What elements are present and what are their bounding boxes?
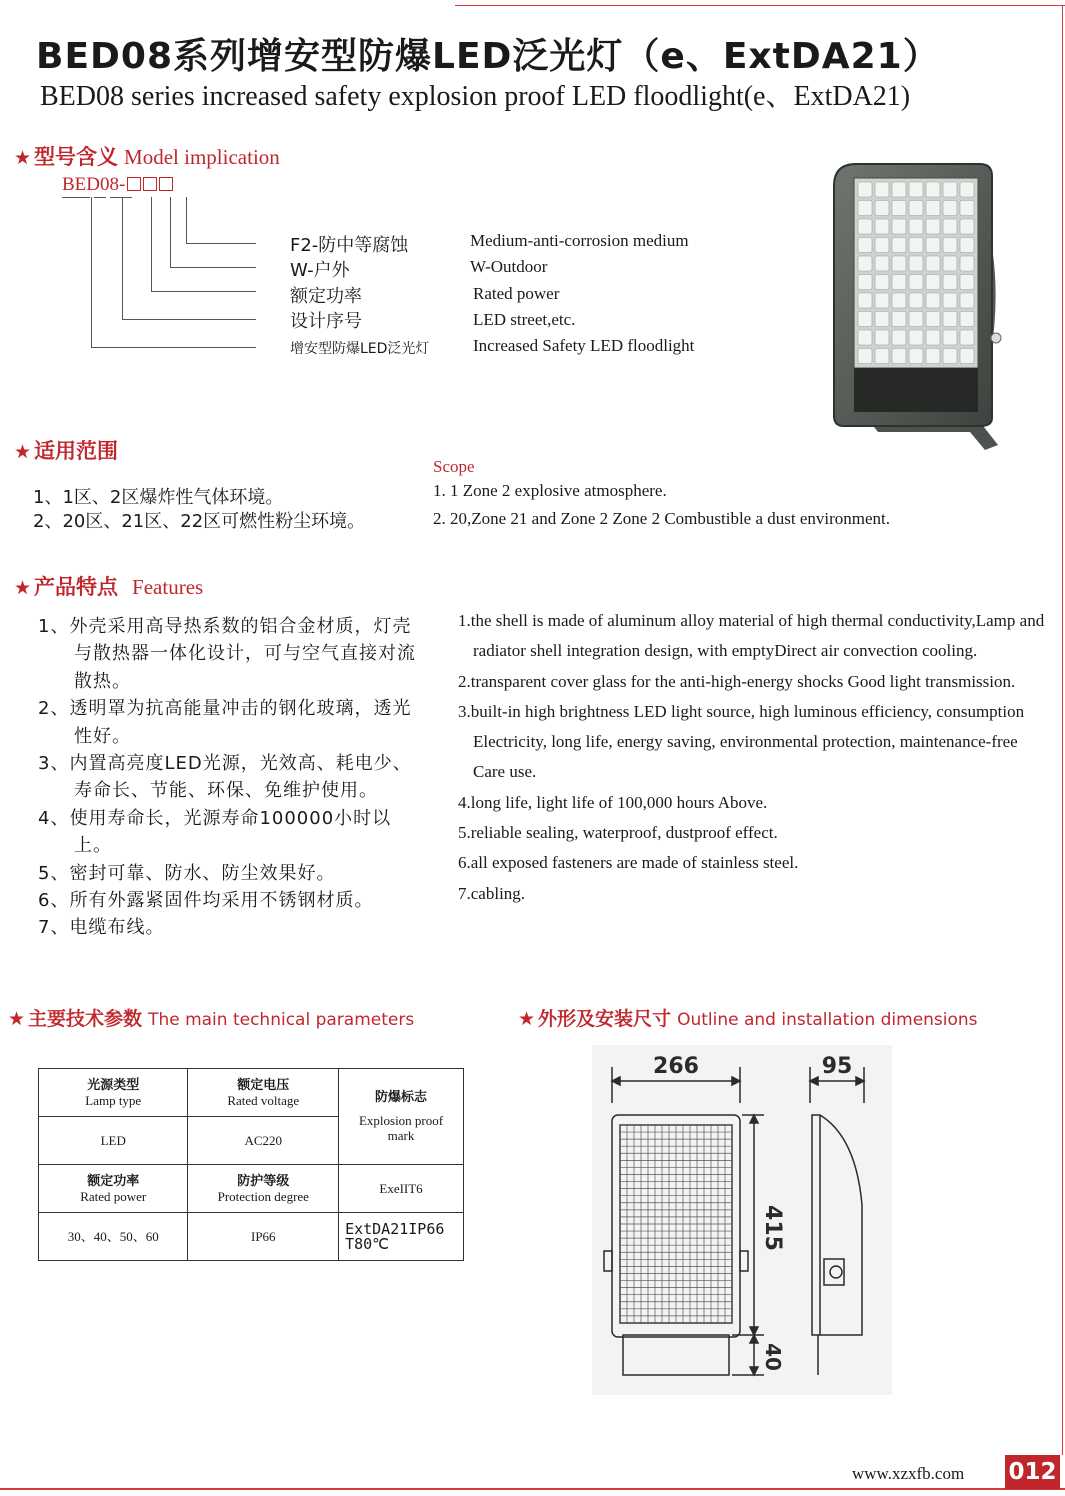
scope-heading: ★ 适用范围	[14, 439, 119, 463]
feature-item-cn: 7、电缆布线。	[38, 917, 165, 939]
table-cell: 额定功率 Rated power	[39, 1165, 188, 1213]
table-cell: IP66	[188, 1213, 339, 1261]
dimensions-heading: ★ 外形及安装尺寸 Outline and installation dimensions	[518, 1008, 978, 1030]
model-row-cn: F2-防中等腐蚀	[290, 235, 409, 256]
frame-bottom-line	[0, 1488, 1065, 1490]
features-list-en	[458, 606, 1048, 909]
model-row-en: LED street,etc.	[473, 310, 576, 329]
feature-item-en: 4.long life, light life of 100,000 hours Above.	[458, 792, 768, 812]
model-row-en: Medium-anti-corrosion medium	[470, 231, 689, 250]
feature-item-en: 5.reliable sealing, waterproof, dustproof effect.	[458, 823, 778, 843]
feature-item-cn: 5、密封可靠、防水、防尘效果好。	[38, 862, 336, 884]
model-row-en: Increased Safety LED floodlight	[473, 336, 695, 355]
feature-item-cn: 6、所有外露紧固件均采用不锈钢材质。	[38, 890, 374, 912]
floodlight-photo	[830, 160, 1010, 455]
code-box-icon	[127, 177, 141, 191]
page-title-en: BED08 series increased safety explosion proof LED floodlight(e、ExtDA21)	[40, 81, 911, 112]
model-heading: ★ 型号含义 Model implication	[14, 145, 280, 169]
scope-label-en: Scope	[433, 457, 475, 476]
feature-item-cn: 4、使用寿命长，光源寿命100000小时以上。	[38, 807, 392, 857]
model-row-cn: 设计序号	[290, 311, 362, 332]
dimension-drawing	[592, 1045, 892, 1395]
website-url: www.xzxfb.com	[852, 1464, 965, 1483]
code-box-icon	[159, 177, 173, 191]
feature-item-en: 7.cabling.	[458, 883, 526, 903]
frame-right-line	[1062, 5, 1063, 1455]
feature-item-cn: 3、内置高亮度LED光源，光效高、耗电少、寿命长、节能、环保、免维护使用。	[38, 753, 412, 802]
table-cell: ExtDA21IP66 T80℃	[339, 1213, 464, 1261]
model-row-cn: W-户外	[290, 260, 350, 281]
scope-item-en: 2. 20,Zone 21 and Zone 2 Zone 2 Combustible a dust environment.	[433, 509, 891, 528]
parameters-table	[38, 1068, 464, 1261]
table-cell: 30、40、50、60	[39, 1213, 188, 1261]
scope-item-en: 1. 1 Zone 2 explosive atmosphere.	[433, 481, 667, 500]
scope-item-cn: 1、1区、2区爆炸性气体环境。	[33, 487, 284, 508]
page-title-cn: BED08系列增安型防爆LED泛光灯（e、ExtDA21）	[36, 36, 940, 77]
star-icon: ★	[14, 441, 32, 463]
feature-item-en: 3.built-in high brightness LED light source, high luminous efficiency, consumption Electricity, long life, energy saving, environmental protection, maintenance-free Care use.	[458, 701, 1025, 782]
table-cell: AC220	[188, 1117, 339, 1165]
model-row-cn: 额定功率	[290, 286, 362, 307]
code-box-icon	[143, 177, 157, 191]
table-cell: 光源类型 Lamp type	[39, 1069, 188, 1117]
star-icon: ★	[14, 577, 32, 599]
dimension-bracket: 40	[761, 1343, 785, 1371]
scope-item-cn: 2、20区、21区、22区可燃性粉尘环境。	[33, 511, 366, 532]
dimension-depth: 95	[821, 1054, 853, 1079]
dimension-width: 266	[653, 1054, 699, 1079]
model-code-prefix: BED08-	[62, 174, 126, 195]
model-row-en: W-Outdoor	[470, 257, 548, 276]
feature-item-cn: 2、透明罩为抗高能量冲击的钢化玻璃，透光性好。	[38, 698, 412, 747]
feature-item-cn: 1、外壳采用高导热系数的铝合金材质，灯壳与散热器一体化设计，可与空气直接对流散热。	[38, 616, 416, 692]
table-cell: 防护等级 Protection degree	[188, 1165, 339, 1213]
features-list-cn	[38, 613, 428, 942]
feature-item-en: 6.all exposed fasteners are made of stainless steel.	[458, 853, 799, 873]
star-icon: ★	[14, 147, 32, 169]
model-row-cn: 增安型防爆LED泛光灯	[290, 341, 430, 357]
page-number: 012	[1005, 1455, 1060, 1489]
star-icon: ★	[518, 1008, 536, 1030]
dimension-height: 415	[760, 1205, 785, 1251]
frame-top-line	[455, 5, 1065, 6]
star-icon: ★	[8, 1008, 26, 1030]
feature-item-en: 1.the shell is made of aluminum alloy material of high thermal conductivity,Lamp and radiator shell integration design, with emptyDirect air convection cooling.	[458, 611, 1045, 661]
table-cell: LED	[39, 1117, 188, 1165]
table-cell: ExeIIT6	[339, 1165, 464, 1213]
features-heading: ★ 产品特点 Features	[14, 575, 204, 599]
parameters-heading: ★ 主要技术参数 The main technical parameters	[8, 1008, 415, 1030]
model-row-en: Rated power	[473, 284, 560, 303]
table-cell: 额定电压 Rated voltage	[188, 1069, 339, 1117]
model-code	[62, 174, 173, 196]
feature-item-en: 2.transparent cover glass for the anti-high-energy shocks Good light transmission.	[458, 671, 1016, 691]
table-cell: 防爆标志 Explosion proof mark	[339, 1069, 464, 1165]
